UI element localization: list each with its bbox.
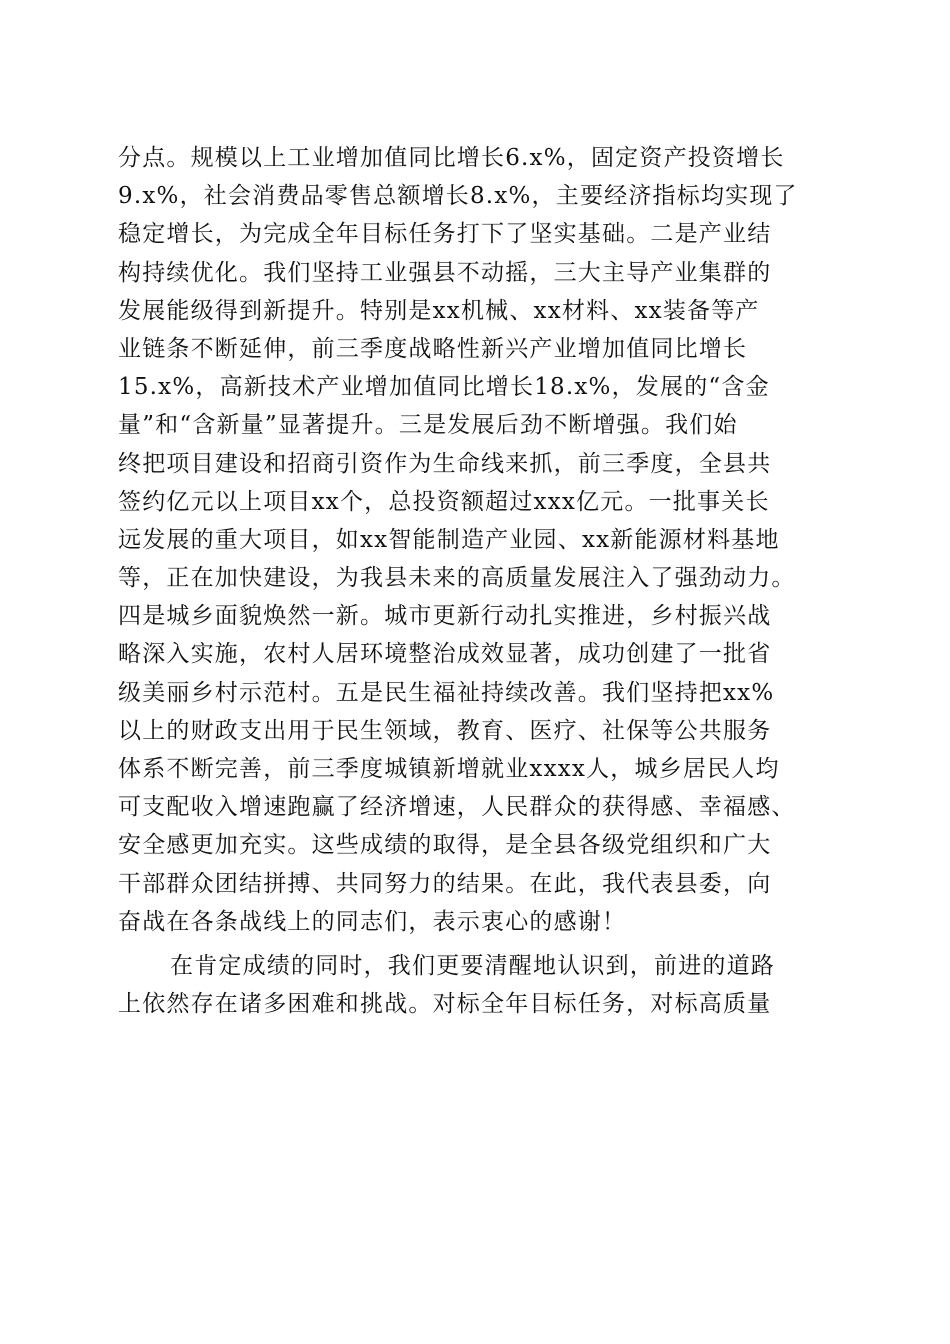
- text-line: 四是城乡面貌焕然一新。城市更新行动扎实推进，乡村振兴战: [118, 603, 772, 630]
- text-line: 构持续优化。我们坚持工业强县不动摇，三大主导产业集群的: [118, 259, 772, 286]
- text-line: 业链条不断延伸，前三季度战略性新兴产业增加值同比增长: [118, 335, 748, 362]
- text-line: 可支配收入增速跑赢了经济增速，人民群众的获得感、幸福感、: [118, 794, 796, 821]
- body-text: [118, 139, 838, 1023]
- paragraph-2: [118, 947, 838, 1023]
- text-line: 在肯定成绩的同时，我们更要清醒地认识到，前进的道路: [170, 952, 775, 979]
- text-line: 分点。规模以上工业增加值同比增长6.x%，固定资产投资增长: [118, 145, 785, 171]
- text-line: 安全感更加充实。这些成绩的取得，是全县各级党组织和广大: [118, 832, 772, 859]
- text-line: 级美丽乡村示范村。五是民生福祉持续改善。我们坚持把xx%: [118, 679, 775, 706]
- text-line: 上依然存在诸多困难和挑战。对标全年目标任务，对标高质量: [118, 991, 772, 1018]
- text-line: 9.x%，社会消费品零售总额增长8.x%，主要经济指标均实现了: [118, 183, 798, 210]
- text-line: 等，正在加快建设，为我县未来的高质量发展注入了强劲动力。: [118, 565, 796, 592]
- text-line: 远发展的重大项目，如xx智能制造产业园、xx新能源材料基地: [118, 526, 780, 553]
- text-line: 以上的财政支出用于民生领域，教育、医疗、社保等公共服务: [118, 717, 772, 744]
- text-line: 稳定增长，为完成全年目标任务打下了坚实基础。二是产业结: [118, 221, 772, 248]
- text-line: 发展能级得到新提升。特别是xx机械、xx材料、xx装备等产: [118, 297, 760, 324]
- text-line: 终把项目建设和招商引资作为生命线来抓，前三季度，全县共: [118, 450, 772, 477]
- text-line: 奋战在各条战线上的同志们，表示衷心的感谢！: [118, 908, 627, 935]
- text-line: 量”和“含新量”显著提升。三是发展后劲不断增强。我们始: [118, 412, 738, 439]
- text-line: 略深入实施，农村人居环境整治成效显著，成功创建了一批省: [118, 641, 772, 668]
- text-line: 签约亿元以上项目xx个，总投资额超过xxx亿元。一批事关长: [118, 488, 770, 515]
- text-line: 体系不断完善，前三季度城镇新增就业xxxx人，城乡居民人均: [118, 756, 780, 782]
- text-line: 干部群众团结拼搏、共同努力的结果。在此，我代表县委，向: [118, 870, 772, 897]
- paragraph-1: [118, 139, 838, 941]
- text-line: 15.x%，高新技术产业增加值同比增长18.x%，发展的“含金: [118, 374, 770, 401]
